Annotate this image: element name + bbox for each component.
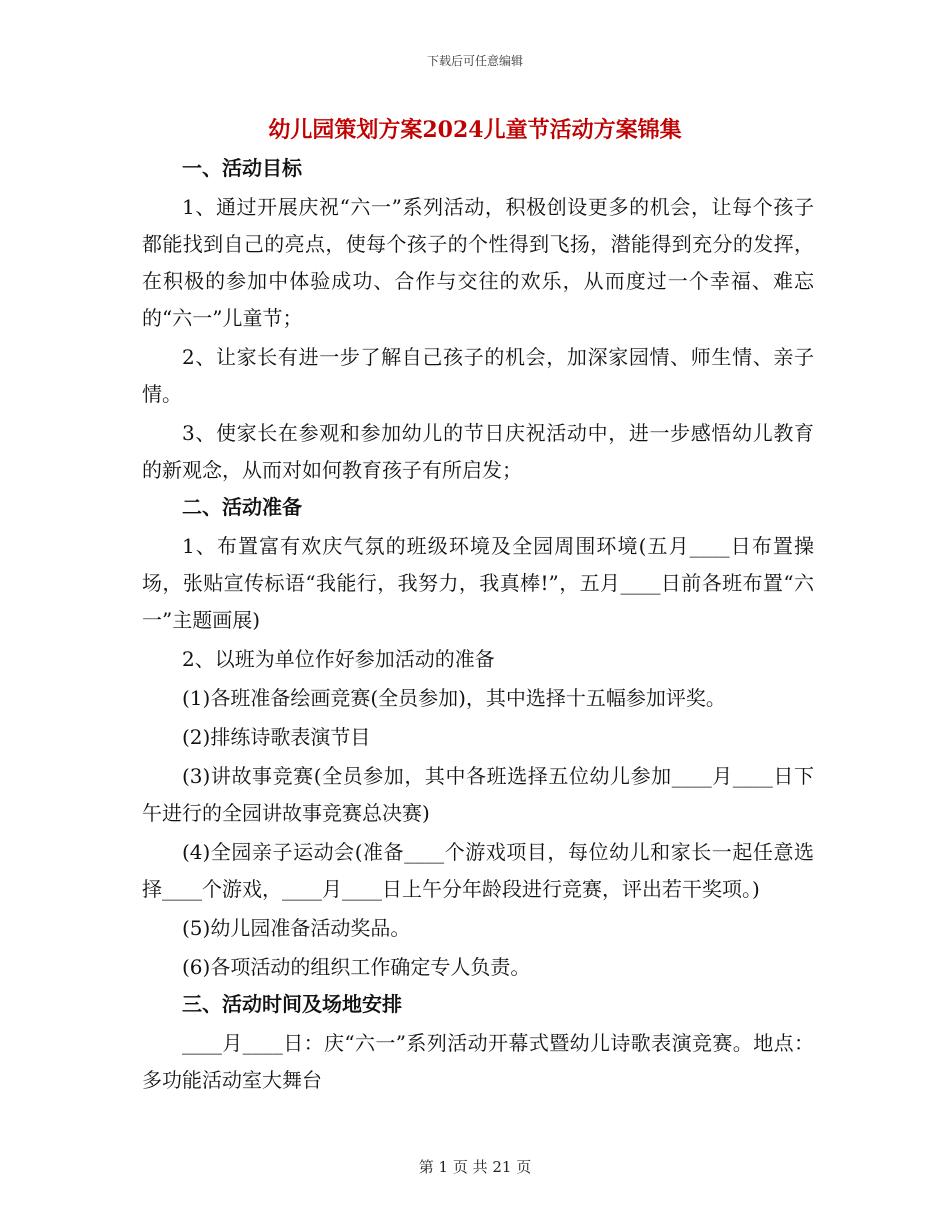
paragraph-prep-1: 1、布置富有欢庆气氛的班级环境及全园周围环境(五月____日布置操场，张贴宣传标语“我能行，我努力，我真棒!”，五月____日前各班布置“六一”主题画展) <box>142 534 814 632</box>
paragraph-prep-2-5: (5)幼儿园准备活动奖品。 <box>182 916 411 940</box>
paragraph-prep-2-3: (3)讲故事竞赛(全员参加，其中各班选择五位幼儿参加____月____日下午进行的全园讲故事竞赛总决赛) <box>142 764 814 825</box>
paragraph-schedule-1: ____月____日：庆“六一”系列活动开幕式暨幼儿诗歌表演竞赛。地点：多功能活动室大舞台 <box>142 1031 814 1092</box>
page-header: 下载后可任意编辑 <box>426 54 523 68</box>
paragraph-goal-1: 1、通过开展庆祝“六一”系列活动，积极创设更多的机会，让每个孩子都能找到自己的亮点，使每个孩子的个性得到飞扬，潜能得到充分的发挥，在积极的参加中体验成功、合作与交往的欢乐，从而度过一个幸福、难忘的“六一”儿童节； <box>142 195 814 330</box>
paragraph-prep-2-4: (4)全园亲子运动会(准备____个游戏项目，每位幼儿和家长一起任意选择____个游戏，____月____日上午分年龄段进行竞赛，评出若干奖项。) <box>142 840 814 901</box>
paragraph-prep-2-6: (6)各项活动的组织工作确定专人负责。 <box>182 955 531 979</box>
paragraph-goal-2: 2、让家长有进一步了解自己孩子的机会，加深家园情、师生情、亲子情。 <box>142 345 814 406</box>
document-title: 幼儿园策划方案2024儿童节活动方案锦集 <box>268 117 682 143</box>
section-heading-schedule: 三、活动时间及场地安排 <box>182 992 402 1016</box>
paragraph-prep-2-1: (1)各班准备绘画竞赛(全员参加)，其中选择十五幅参加评奖。 <box>182 686 726 710</box>
paragraph-goal-3: 3、使家长在参观和参加幼儿的节日庆祝活动中，进一步感悟幼儿教育的新观念，从而对如何教育孩子有所启发； <box>142 421 814 482</box>
paragraph-prep-2-2: (2)排练诗歌表演节目 <box>182 725 371 749</box>
document-body <box>142 150 814 1099</box>
section-heading-preparation: 二、活动准备 <box>182 495 302 519</box>
page-footer: 第 1 页 共 21 页 <box>418 1158 532 1176</box>
paragraph-prep-2: 2、以班为单位作好参加活动的准备 <box>182 647 495 671</box>
section-heading-goals: 一、活动目标 <box>182 156 302 180</box>
